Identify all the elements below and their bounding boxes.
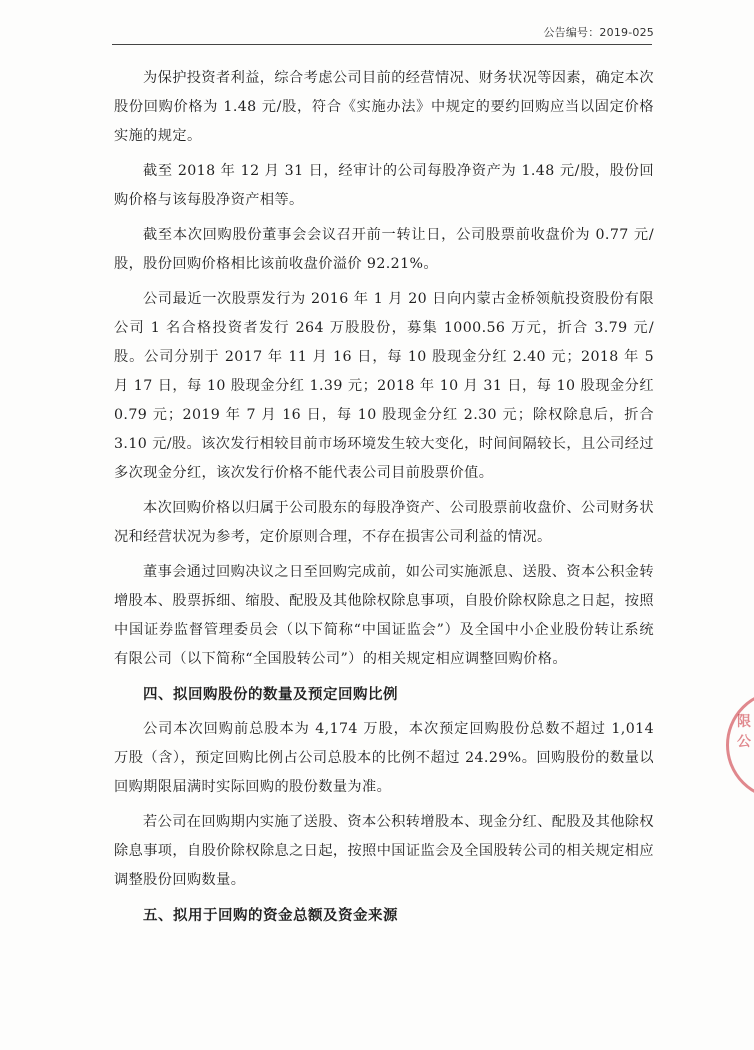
paragraph-pricing-principle: 本次回购价格以归属于公司股东的每股净资产、公司股票前收盘价、公司财务状况和经营状况为参考，定价原则合理，不存在损害公司利益的情况。 [114,500,654,545]
announcement-number: 公告编号：2019-025 [543,26,654,39]
paragraph-price-adjustment: 董事会通过回购决议之日至回购完成前，如公司实施派息、送股、资本公积金转增股本、股票拆细、缩股、配股及其他除权除息事项，自股价除权除息之日起，按照中国证券监督管理委员会（以下简称“中国证监会”）及全国中小企业股份转让系统有限公司（以下简称“全国股转公司”）的相关规定相应调整回购价格。 [114,564,654,667]
seal-text: 限 公 [737,714,751,750]
paragraph-repurchase-quantity: 公司本次回购前总股本为 4,174 万股，本次预定回购股份总数不超过 1,014 万股（含），预定回购比例占公司总股本的比例不超过 24.29%。回购股份的数量以回购期限届满时实际回购的股份数量为准。 [114,721,654,795]
paragraph-price-basis: 为保护投资者利益，综合考虑公司目前的经营情况、财务状况等因素，确定本次股份回购价格为 1.48 元/股，符合《实施办法》中规定的要约回购应当以固定价格实施的规定。 [114,70,654,144]
paragraph-net-assets: 截至 2018 年 12 月 31 日，经审计的公司每股净资产为 1.48 元/股，股份回购价格与该每股净资产相等。 [114,163,654,208]
section-5-heading: 五、拟用于回购的资金总额及资金来源 [143,907,398,924]
section-4-heading: 四、拟回购股份的数量及预定回购比例 [143,686,398,703]
paragraph-quantity-adjustment: 若公司在回购期内实施了送股、资本公积转增股本、现金分红、配股及其他除权除息事项，自股价除权除息之日起，按照中国证监会及全国股转公司的相关规定相应调整股份回购数量。 [114,814,654,888]
paragraph-premium: 截至本次回购股份董事会会议召开前一转让日，公司股票前收盘价为 0.77 元/股，股份回购价格相比该前收盘价溢价 92.21%。 [114,227,654,272]
header-divider [112,44,652,45]
paragraph-last-issuance: 公司最近一次股票发行为 2016 年 1 月 20 日向内蒙古金桥领航投资股份有限公司 1 名合格投资者发行 264 万股股份，募集 1000.56 万元，折合 3.79 元/股。公司分别于 2017 年 11 月 16 日，每 10 股现金分红 2.40 元；2018 年 5 月 17 日，每 10 股现金分红 1.39 元；2018 年 10 月 31 日，每 10 股现金分红 0.79 元；2019 年 7 月 16 日，每 10 股现金分红 2.30 元；除权除息后，折合 3.10 元/股。该次发行相较目前市场环境发生较大变化，时间间隔较长，且公司经过多次现金分红，该次发行价格不能代表公司目前股票价值。 [114,291,654,481]
company-seal-stamp [726,690,754,800]
document-body [114,64,654,936]
